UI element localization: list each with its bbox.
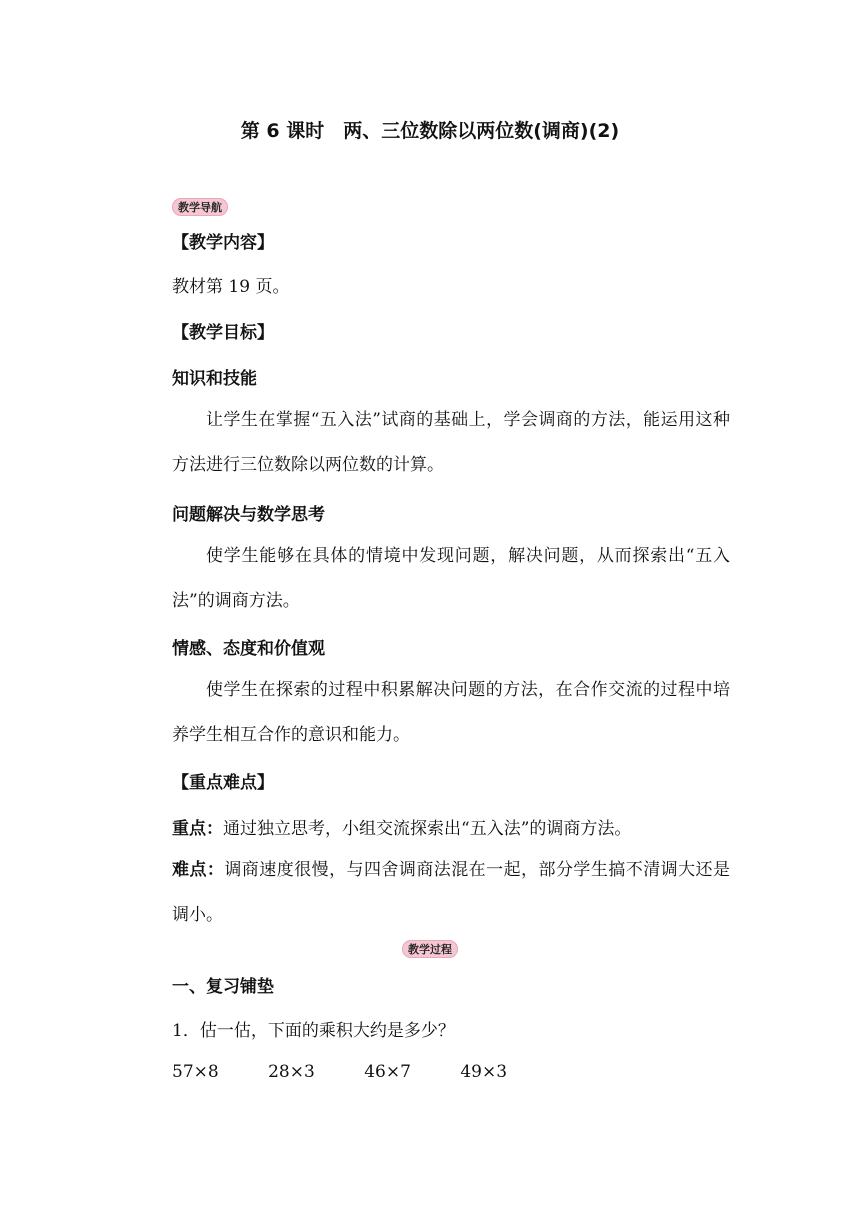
- key-point-line: [172, 814, 631, 839]
- expression: 28×3: [268, 1062, 315, 1082]
- expression: 49×3: [460, 1062, 508, 1082]
- hard-text: 调商速度很慢，与四舍调商法混在一起，部分学生搞不清调大还是调小。: [172, 860, 731, 925]
- section-badge-process: [0, 938, 860, 958]
- content-text: 教材第 19 页。: [172, 277, 290, 297]
- expression-row: [172, 1062, 551, 1082]
- section-badge-nav: [172, 196, 228, 216]
- badge-label: 教学导航: [172, 198, 228, 216]
- goal1-title: 知识和技能: [172, 369, 257, 389]
- expression: 46×7: [364, 1062, 411, 1082]
- key-text: 通过独立思考，小组交流探索出“五入法”的调商方法。: [223, 819, 632, 839]
- goal1-text: 让学生在掌握“五入法”试商的基础上，学会调商的方法，能运用这种方法进行三位数除以两位数的计算。: [172, 410, 730, 475]
- goal2-title: 问题解决与数学思考: [172, 505, 325, 525]
- heading-key-points: 【重点难点】: [172, 773, 274, 793]
- hard-point-line: [172, 848, 730, 938]
- badge-label: 教学过程: [402, 940, 458, 958]
- heading-content: 【教学内容】: [172, 233, 274, 253]
- goal3-text: 使学生在探索的过程中积累解决问题的方法，在合作交流的过程中培养学生相互合作的意识和能力。: [172, 680, 730, 745]
- page-title: 第 6 课时 两、三位数除以两位数(调商)(2): [240, 120, 620, 142]
- expression: 57×8: [172, 1062, 219, 1082]
- hard-label: 难点：: [172, 860, 225, 880]
- question-1: 1．估一估，下面的乘积大约是多少？: [172, 1021, 455, 1041]
- goal2-text: 使学生能够在具体的情境中发现问题，解决问题，从而探索出“五入法”的调商方法。: [172, 546, 730, 611]
- goal3-title: 情感、态度和价值观: [172, 639, 325, 659]
- key-label: 重点：: [172, 819, 223, 839]
- part1-title: 一、复习铺垫: [172, 977, 274, 997]
- heading-goals: 【教学目标】: [172, 323, 274, 343]
